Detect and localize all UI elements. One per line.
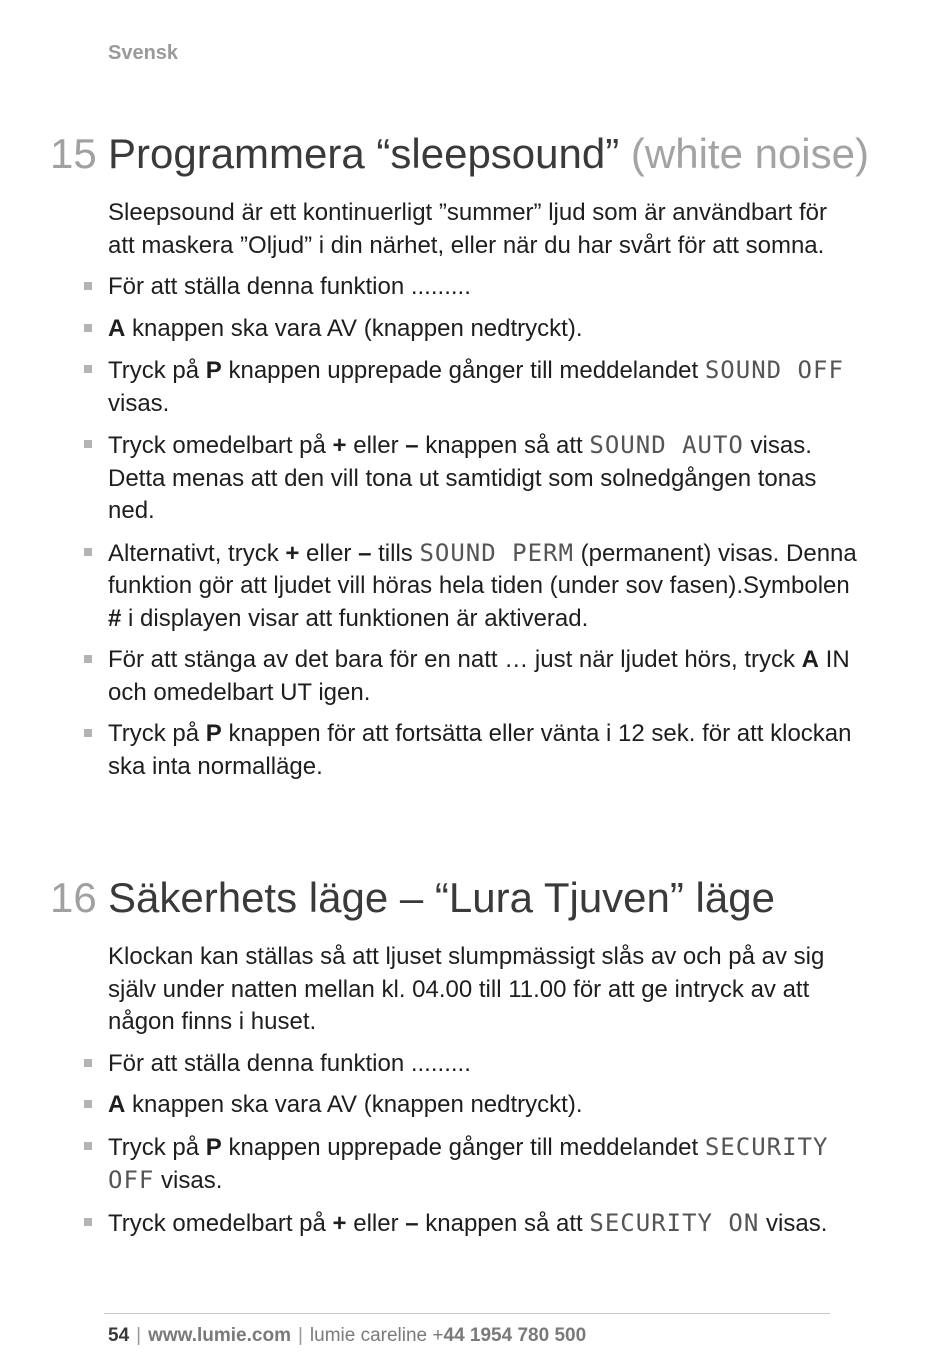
page-footer	[108, 1325, 586, 1347]
list-item: Alternativt, tryck + eller – tills SOUND PERM (permanent) visas. Denna funktion gör att ljudet vill höras hela tiden (under sov fasen).Symbolen # i displayen visar att funktionen är aktiverad.	[108, 537, 858, 636]
minus-key: –	[405, 432, 419, 459]
footer-separator: |	[297, 1325, 303, 1346]
plus-key: +	[332, 1209, 347, 1237]
list-item: Tryck omedelbart på + eller – knappen så att SECURITY ON visas.	[108, 1207, 858, 1241]
plus-key: +	[285, 539, 300, 567]
key-label: P	[205, 720, 222, 747]
section-subtitle: (white noise)	[630, 130, 869, 177]
key-label: A	[108, 314, 126, 342]
footer-separator: |	[136, 1325, 142, 1346]
instruction-list	[108, 1048, 858, 1241]
list-item: Tryck på P knappen upprepade gånger till meddelandet SECURITY OFF visas.	[108, 1131, 858, 1198]
lcd-message: SECURITY ON	[589, 1208, 760, 1237]
lcd-message: SOUND OFF	[704, 356, 844, 384]
list-item: Tryck på P knappen för att fortsätta eller vänta i 12 sek. för att klockan ska inta normalläge.	[108, 718, 858, 783]
section-intro: Klockan kan ställas så att ljuset slumpmässigt slås av och på av sig själv under natten mellan kl. 04.00 till 11.00 för att ge intryck av att någon finns i huset.	[108, 943, 825, 1035]
list-item: För att stänga av det bara för en natt … just när ljudet hörs, tryck A IN och omedelbart UT igen.	[108, 644, 858, 709]
section-intro: Sleepsound är ett kontinuerligt ”summer” ljud som är användbart för att maskera ”Oljud” i din närhet, eller när du har svårt för att somna.	[108, 199, 828, 259]
careline-number: 44 1954 780 500	[443, 1325, 587, 1346]
list-item: Tryck på P knappen upprepade gånger till meddelandet SOUND OFF visas.	[108, 354, 858, 420]
key-label: A	[108, 1091, 126, 1118]
section-16	[0, 870, 950, 1240]
list-item: A knappen ska vara AV (knappen nedtryckt).	[108, 1089, 858, 1122]
section-15	[0, 126, 950, 783]
section-16-heading	[0, 870, 950, 926]
lcd-message: SOUND AUTO	[589, 431, 744, 459]
hash-symbol: #	[108, 604, 122, 632]
minus-key: –	[358, 539, 372, 567]
plus-key: +	[332, 432, 347, 459]
key-label: A	[801, 646, 820, 673]
footer-divider	[104, 1313, 830, 1314]
list-item: A knappen ska vara AV (knappen nedtryckt).	[108, 313, 858, 346]
website-link[interactable]: www.lumie.com	[148, 1325, 291, 1346]
language-label: Svensk	[108, 42, 179, 64]
list-item: Tryck omedelbart på + eller – knappen så att SOUND AUTO visas. Detta menas att den vill tona ut samtidigt som solnedgången tonas ned.	[108, 429, 858, 528]
instruction-list	[108, 271, 858, 783]
lcd-message: SOUND PERM	[419, 538, 574, 567]
list-item: För att ställa denna funktion .........	[108, 271, 858, 304]
lcd-message: SECURITY OFF	[108, 1132, 829, 1194]
section-15-heading	[0, 126, 950, 182]
careline-label: lumie careline +	[309, 1325, 444, 1346]
minus-key: –	[405, 1209, 419, 1237]
key-label: P	[205, 1133, 222, 1161]
section-number: 16	[50, 874, 97, 921]
key-label: P	[205, 357, 222, 384]
section-title: Programmera “sleepsound”	[108, 130, 620, 177]
section-title: Säkerhets läge – “Lura Tjuven” läge	[108, 874, 775, 921]
list-item: För att ställa denna funktion .........	[108, 1048, 858, 1081]
page-number: 54	[108, 1325, 130, 1346]
section-number: 15	[50, 130, 97, 177]
